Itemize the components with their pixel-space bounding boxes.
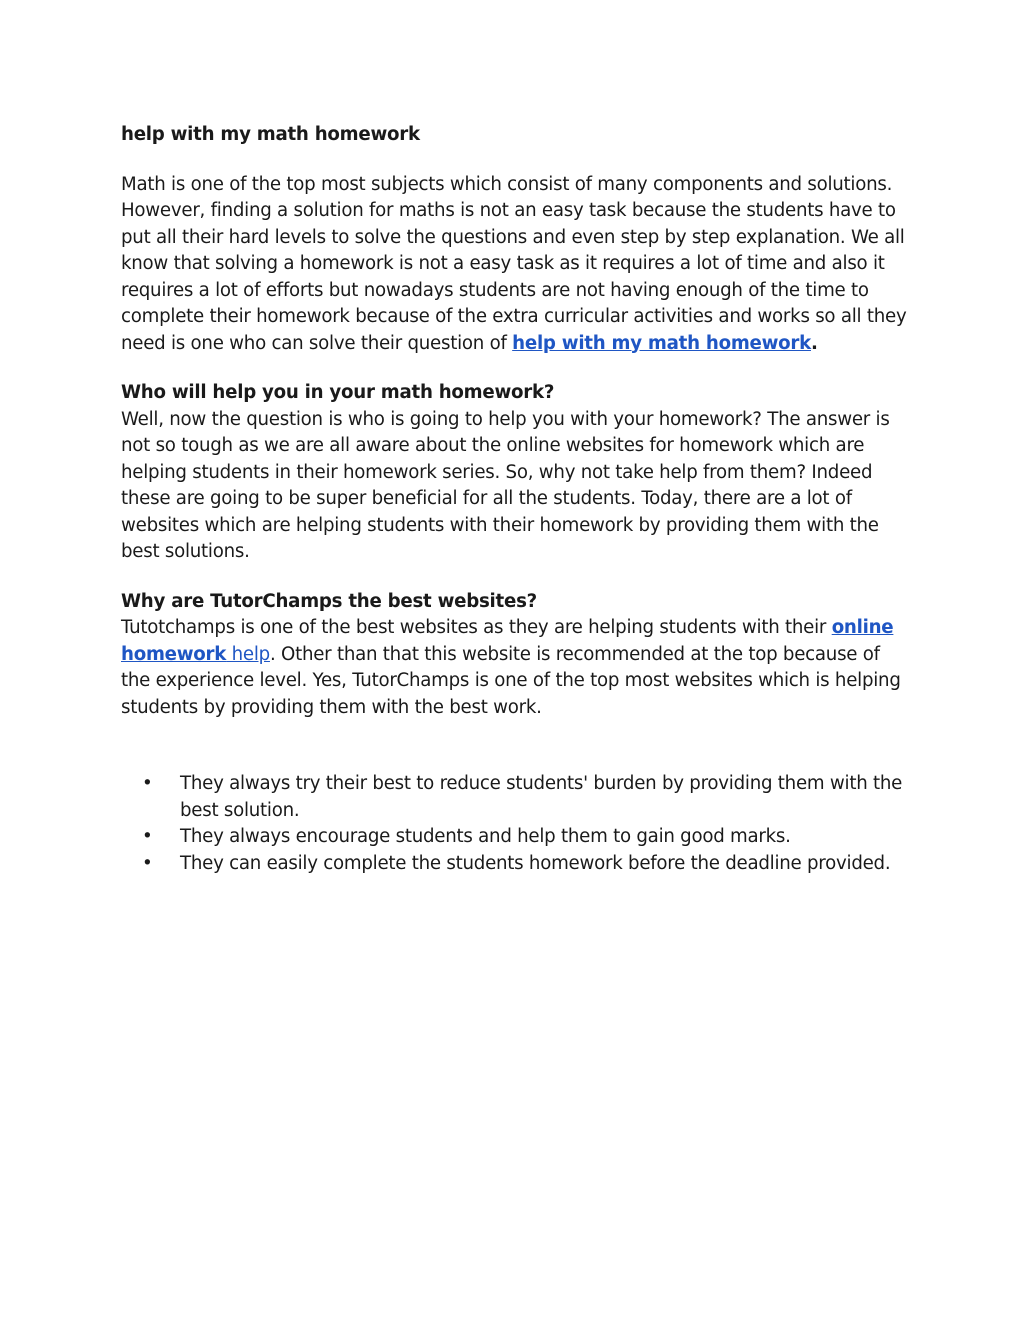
intro-tail: . [810,332,818,354]
section-why-tutorchamps [121,589,911,722]
bullet-list [121,771,911,877]
section-text-after-link: . Other than that this website is recommended at the top because of the experience level. Yes, TutorChamps is one of the top most websites which is helping students by providing them with the best work. [121,643,901,718]
section-text-before-link: Tutotchamps is one of the best websites as they are helping students with their [121,617,832,638]
spacer [121,721,911,771]
bullet-icon: • [142,852,153,874]
document-title: help with my math homework [121,124,420,145]
section-heading-why-tutorchamps: Why are TutorChamps the best websites? [121,590,537,612]
section-who-will-help [121,380,911,566]
online-homework-link-plain: help [226,643,270,665]
list-item-text: They always try their best to reduce students' burden by providing them with the best solution. [180,773,903,821]
help-with-math-homework-link[interactable]: help with my math homework [512,332,811,354]
intro-paragraph [121,172,911,358]
list-item [121,771,911,824]
list-item-text: They can easily complete the students homework before the deadline provided. [180,852,891,874]
online-homework-link-bold: online homework [121,617,894,665]
intro-text: Math is one of the top most subjects which consist of many components and solutions. However, finding a solution for maths is not an easy task because the students have to put all their hard levels to solve the questions and even step by step explanation. We all know that solving a homework is not a easy task as it requires a lot of time and also it requires a lot of efforts but nowadays students are not having enough of the time to complete their homework because of the extra curricular activities and works so all they need is one who can solve their question of [121,173,907,354]
bullet-icon: • [142,826,153,847]
list-item [121,851,911,878]
bullet-icon: • [142,773,153,794]
section-text-who-will-help: Well, now the question is who is going to help you with your homework? The answer is not so tough as we are all aware about the online websites for homework which are helping students in their homework series. So, why not take help from them? Indeed these are going to be super beneficial for all the students. Today, there are a lot of websites which are helping students with their homework by providing them with the best solutions. [121,408,890,562]
list-item [121,824,911,851]
list-item-text: They always encourage students and help them to gain good marks. [180,826,791,847]
section-heading-who-will-help: Who will help you in your math homework? [121,382,555,403]
document-page [121,122,911,877]
